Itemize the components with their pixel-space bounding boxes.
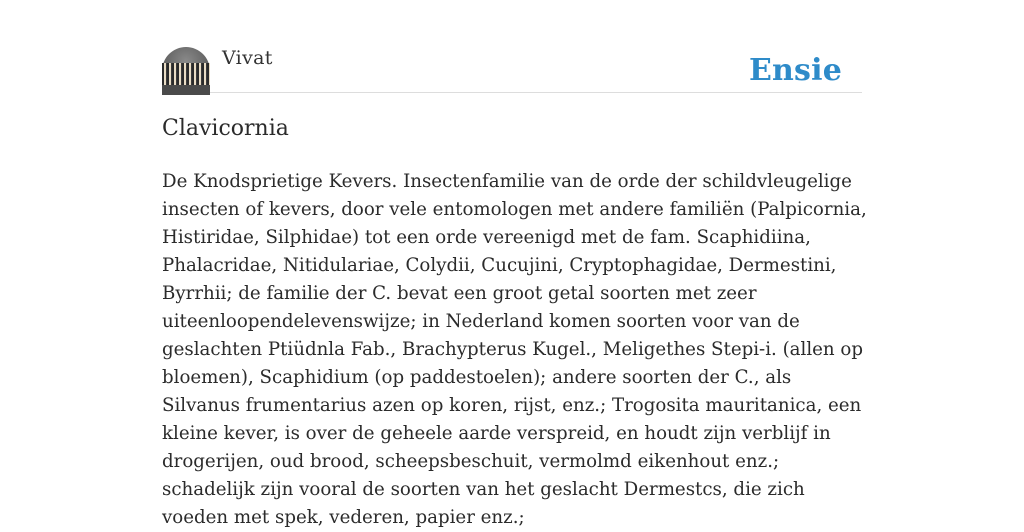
page-header — [162, 46, 862, 93]
shelf-shape — [162, 85, 210, 95]
article-title: Clavicornia — [162, 116, 289, 141]
source-name-link[interactable]: Vivat — [222, 47, 273, 69]
ensie-logo[interactable]: Ensie — [748, 53, 842, 88]
article-body: De Knodsprietige Kevers. Insectenfamilie van de orde der schildvleugelige insecten of kevers, door vele entomologen met andere familiën (Palpicornia, Histiridae, Silphidae) tot een orde vereenigd met de fam. Scaphidiina, Phalacridae, Nitidulariae, Colydii, Cucujini, Cryptophagidae, Dermestini, Byrrhii; de familie der C. bevat een groot getal soorten met zeer uiteenloopendelevenswijze; in Nederland komen soorten voor van de geslachten Ptiüdnla Fab., Brachypterus Kugel., Meligethes Stepi-i. (allen op bloemen), Scaphidium (op paddestoelen); andere soorten der C., als Silvanus frumentarius azen op koren, rijst, enz.; Trogosita mauritanica, een kleine kever, is over de geheele aarde verspreid, en houdt zijn verblijf in drogerijen, oud brood, scheepsbeschuit, vermolmd eikenhout enz.; schadelijk zijn vooral de soorten van het geslacht Dermestcs, die zich voeden met spek, vederen, papier enz.; — [162, 171, 867, 528]
source-avatar[interactable] — [162, 47, 210, 95]
bookshelf-avatar-icon — [162, 63, 210, 85]
